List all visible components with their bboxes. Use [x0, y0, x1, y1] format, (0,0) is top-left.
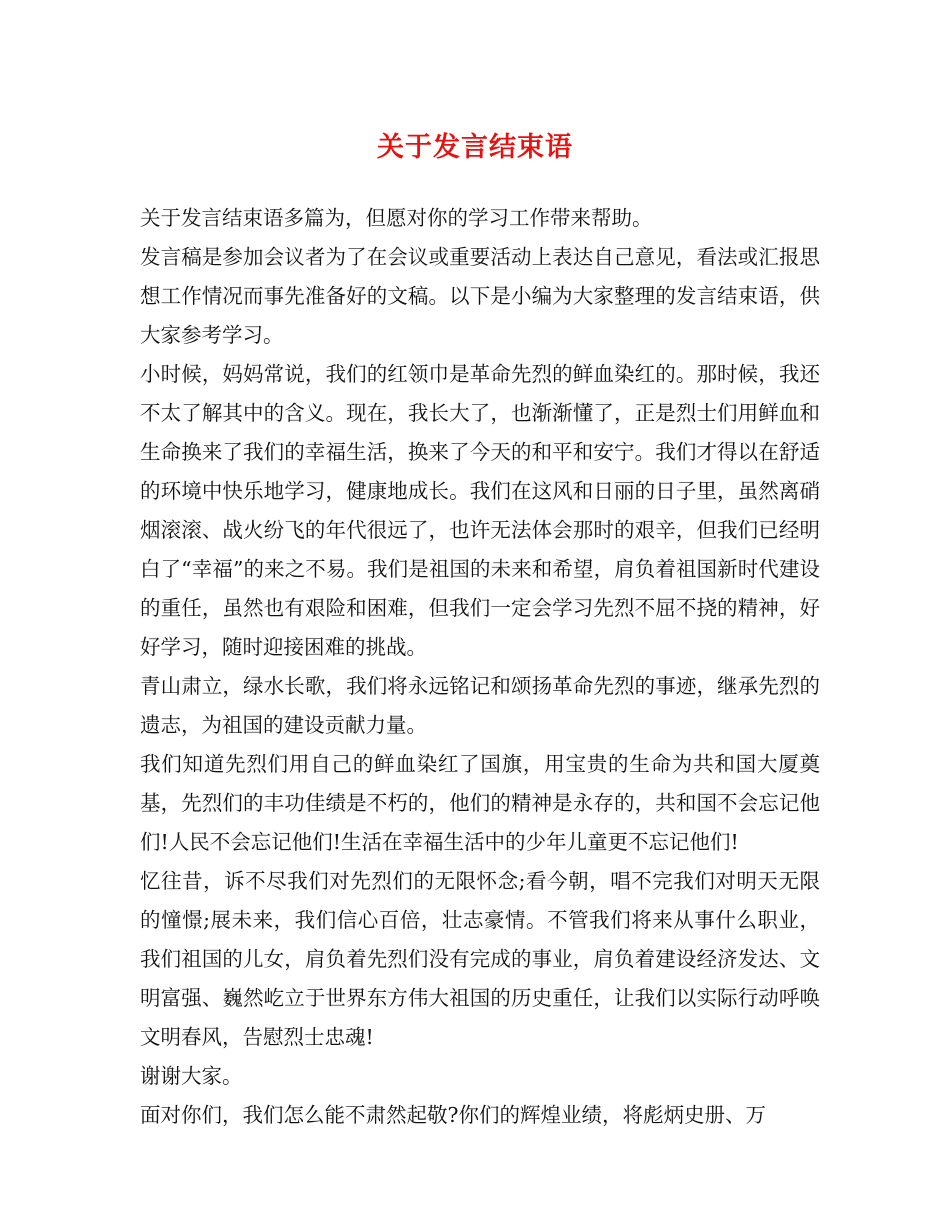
document-body: [140, 199, 820, 1135]
document-title: 关于发言结束语: [377, 132, 573, 163]
paragraph-mountains: 青山肃立，绿水长歌，我们将永远铭记和颂扬革命先烈的事迹，继承先烈的遗志，为祖国的建设贡献力量。: [140, 674, 820, 737]
paragraph-thanks: 谢谢大家。: [140, 1064, 243, 1088]
paragraph-respect: 面对你们，我们怎么能不肃然起敬?你们的辉煌业绩，将彪炳史册、万: [140, 1103, 766, 1127]
paragraph-intro: 关于发言结束语多篇为，但愿对你的学习工作带来帮助。: [140, 206, 653, 230]
paragraph-past-present: 忆往昔，诉不尽我们对先烈们的无限怀念;看今朝，唱不完我们对明天无限的憧憬;展未来，我们信心百倍，壮志豪情。不管我们将来从事什么职业，我们祖国的儿女，肩负着先烈们没有完成的事业，肩负着建设经济发达、文明富强、巍然屹立于世界东方伟大祖国的历史重任，让我们以实际行动呼唤文明春风，告慰烈士忠魂!: [140, 869, 820, 1049]
paragraph-definition: 发言稿是参加会议者为了在会议或重要活动上表达自己意见，看法或汇报思想工作情况而事先准备好的文稿。以下是小编为大家整理的发言结束语，供大家参考学习。: [140, 245, 820, 347]
paragraph-flag: 我们知道先烈们用自己的鲜血染红了国旗，用宝贵的生命为共和国大厦奠基，先烈们的丰功佳绩是不朽的，他们的精神是永存的，共和国不会忘记他们!人民不会忘记他们!生活在幸福生活中的少年儿童更不忘记他们!: [140, 752, 820, 854]
paragraph-childhood: 小时候，妈妈常说，我们的红领巾是革命先烈的鲜血染红的。那时候，我还不太了解其中的含义。现在，我长大了，也渐渐懂了，正是烈士们用鲜血和生命换来了我们的幸福生活，换来了今天的和平和安宁。我们才得以在舒适的环境中快乐地学习，健康地成长。我们在这风和日丽的日子里，虽然离硝烟滚滚、战火纷飞的年代很远了，也许无法体会那时的艰辛，但我们已经明白了“幸福”的来之不易。我们是祖国的未来和希望，肩负着祖国新时代建设的重任，虽然也有艰险和困难，但我们一定会学习先烈不屈不挠的精神，好好学习，随时迎接困难的挑战。: [140, 362, 820, 659]
